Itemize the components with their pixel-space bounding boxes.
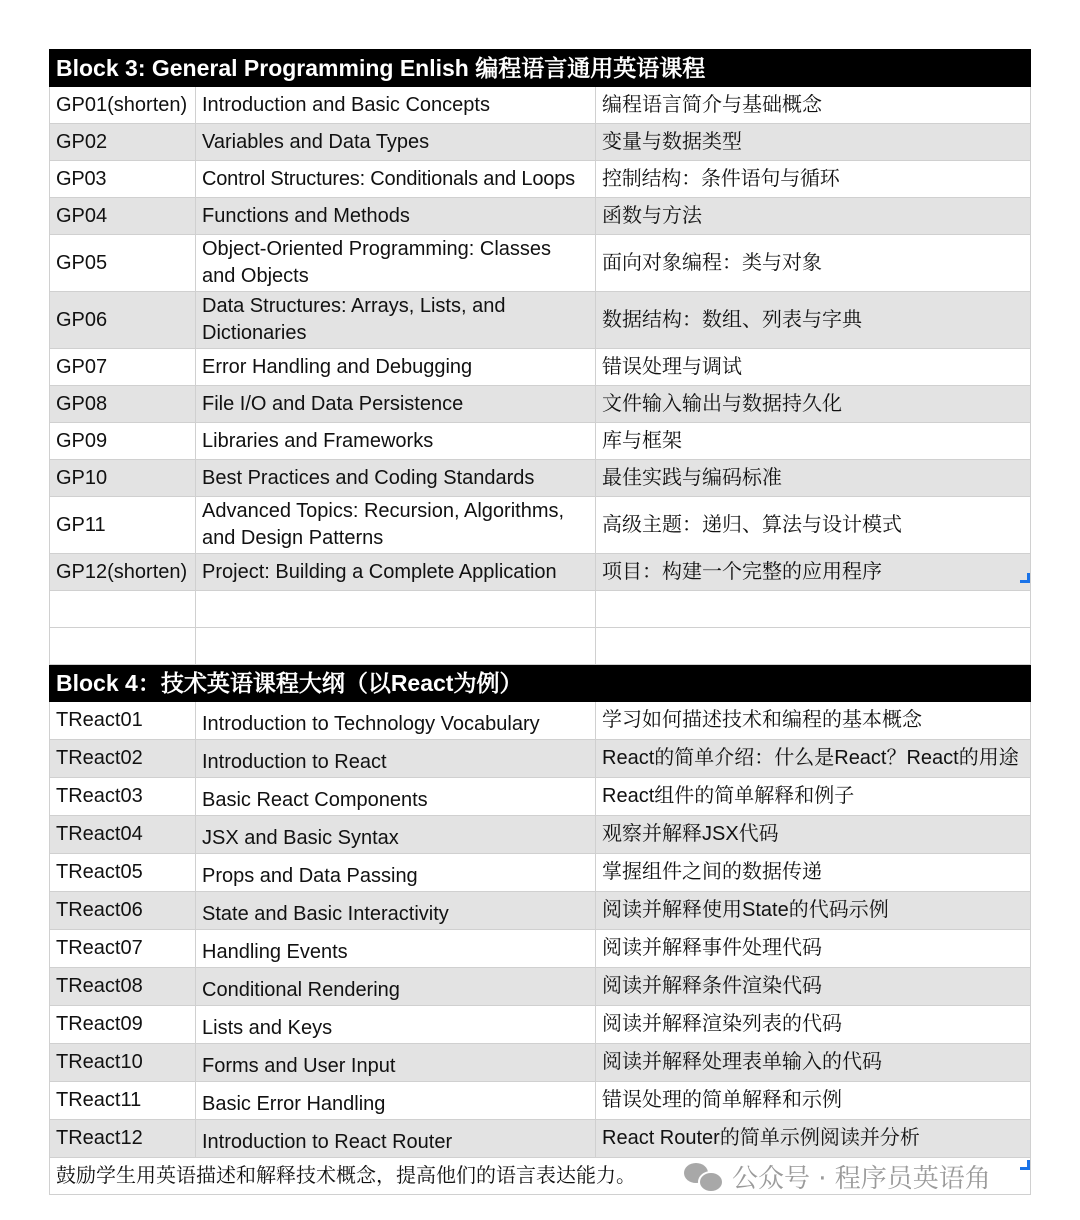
course-title-zh[interactable]: 文件输入输出与数据持久化 [596, 386, 1031, 423]
table-row [50, 460, 1031, 497]
course-title-en[interactable]: Introduction to Technology Vocabulary [196, 702, 596, 740]
course-title-en[interactable]: Best Practices and Coding Standards [196, 460, 596, 497]
table-row [50, 1082, 1031, 1120]
table-row [50, 349, 1031, 386]
course-code[interactable]: TReact07 [50, 930, 196, 968]
course-code[interactable]: GP08 [50, 386, 196, 423]
spreadsheet [49, 49, 1030, 1195]
wechat-icon [684, 1161, 722, 1191]
course-title-zh[interactable]: 阅读并解释渲染列表的代码 [596, 1006, 1031, 1044]
table-row [50, 87, 1031, 124]
course-title-zh[interactable]: 错误处理的简单解释和示例 [596, 1082, 1031, 1120]
block4-header-row [50, 665, 1031, 702]
course-title-en[interactable]: Functions and Methods [196, 198, 596, 235]
empty-row [50, 628, 1031, 665]
course-title-zh[interactable]: 掌握组件之间的数据传递 [596, 854, 1031, 892]
course-title-en[interactable]: JSX and Basic Syntax [196, 816, 596, 854]
course-title-zh[interactable]: 阅读并解释处理表单输入的代码 [596, 1044, 1031, 1082]
block3-header-row [50, 50, 1031, 87]
table-row [50, 854, 1031, 892]
block3-header[interactable]: Block 3: General Programming Enlish 编程语言通用英语课程 [50, 50, 1031, 87]
course-title-zh[interactable]: 高级主题：递归、算法与设计模式 [596, 497, 1031, 554]
course-code[interactable]: TReact01 [50, 702, 196, 740]
table-row [50, 740, 1031, 778]
table-row [50, 423, 1031, 460]
course-title-zh[interactable]: 数据结构：数组、列表与字典 [596, 292, 1031, 349]
course-title-en[interactable]: Advanced Topics: Recursion, Algorithms, and Design Patterns [196, 497, 596, 554]
table-row [50, 1120, 1031, 1158]
course-title-zh[interactable]: 阅读并解释条件渲染代码 [596, 968, 1031, 1006]
course-table [49, 49, 1031, 1195]
table-row [50, 816, 1031, 854]
selection-handle-icon[interactable] [1020, 573, 1030, 583]
course-title-zh[interactable]: 阅读并解释使用State的代码示例 [596, 892, 1031, 930]
course-code[interactable]: TReact09 [50, 1006, 196, 1044]
course-code[interactable]: TReact02 [50, 740, 196, 778]
course-title-zh[interactable]: 观察并解释JSX代码 [596, 816, 1031, 854]
table-row [50, 124, 1031, 161]
table-row [50, 1006, 1031, 1044]
course-title-en[interactable]: Basic Error Handling [196, 1082, 596, 1120]
course-title-en[interactable]: Libraries and Frameworks [196, 423, 596, 460]
course-title-zh[interactable]: 最佳实践与编码标准 [596, 460, 1031, 497]
course-title-en[interactable]: Introduction to React [196, 740, 596, 778]
course-title-en[interactable]: Error Handling and Debugging [196, 349, 596, 386]
course-code[interactable]: GP01(shorten) [50, 87, 196, 124]
course-title-en[interactable]: Basic React Components [196, 778, 596, 816]
course-title-zh[interactable]: 错误处理与调试 [596, 349, 1031, 386]
table-row [50, 554, 1031, 591]
course-title-en[interactable]: State and Basic Interactivity [196, 892, 596, 930]
course-title-en[interactable]: Props and Data Passing [196, 854, 596, 892]
course-title-zh[interactable]: 函数与方法 [596, 198, 1031, 235]
course-code[interactable]: GP04 [50, 198, 196, 235]
course-code[interactable]: GP05 [50, 235, 196, 292]
table-row [50, 892, 1031, 930]
course-code[interactable]: TReact06 [50, 892, 196, 930]
course-title-zh[interactable]: 阅读并解释事件处理代码 [596, 930, 1031, 968]
empty-cell[interactable] [50, 628, 196, 665]
course-code[interactable]: GP02 [50, 124, 196, 161]
course-code[interactable]: GP11 [50, 497, 196, 554]
course-code[interactable]: GP03 [50, 161, 196, 198]
course-title-en[interactable]: Variables and Data Types [196, 124, 596, 161]
empty-cell[interactable] [596, 628, 1031, 665]
footer-note[interactable]: 鼓励学生用英语描述和解释技术概念，提高他们的语言表达能力。 [50, 1158, 1031, 1195]
table-row [50, 161, 1031, 198]
empty-cell[interactable] [50, 591, 196, 628]
table-row [50, 1044, 1031, 1082]
course-title-zh[interactable]: 项目：构建一个完整的应用程序 [596, 554, 1031, 591]
table-row [50, 968, 1031, 1006]
course-code[interactable]: TReact05 [50, 854, 196, 892]
table-row [50, 386, 1031, 423]
empty-cell[interactable] [596, 591, 1031, 628]
table-row [50, 292, 1031, 349]
empty-cell[interactable] [196, 628, 596, 665]
selection-handle-icon[interactable] [1020, 1160, 1030, 1170]
course-code[interactable]: TReact08 [50, 968, 196, 1006]
course-title-zh[interactable]: 库与框架 [596, 423, 1031, 460]
watermark-text: 公众号 · 程序员英语角 [732, 1163, 991, 1194]
table-row [50, 778, 1031, 816]
course-title-en[interactable]: Object-Oriented Programming: Classes and Objects [196, 235, 596, 292]
course-title-zh[interactable]: React的简单介绍：什么是React？React的用途 [596, 740, 1031, 778]
table-row [50, 702, 1031, 740]
course-title-en[interactable]: Introduction and Basic Concepts [196, 87, 596, 124]
course-title-en[interactable]: Forms and User Input [196, 1044, 596, 1082]
course-title-en[interactable]: Conditional Rendering [196, 968, 596, 1006]
table-row [50, 497, 1031, 554]
course-code[interactable]: TReact12 [50, 1120, 196, 1158]
course-title-zh[interactable]: 学习如何描述技术和编程的基本概念 [596, 702, 1031, 740]
course-title-en[interactable]: Lists and Keys [196, 1006, 596, 1044]
empty-row [50, 591, 1031, 628]
course-title-en[interactable]: Project: Building a Complete Application [196, 554, 596, 591]
empty-cell[interactable] [196, 591, 596, 628]
course-code[interactable]: TReact10 [50, 1044, 196, 1082]
course-title-zh[interactable]: 控制结构：条件语句与循环 [596, 161, 1031, 198]
course-code[interactable]: GP06 [50, 292, 196, 349]
course-code[interactable]: GP10 [50, 460, 196, 497]
course-code[interactable]: TReact11 [50, 1082, 196, 1120]
course-title-zh[interactable]: React Router的简单示例阅读并分析 [596, 1120, 1031, 1158]
course-title-zh[interactable]: React组件的简单解释和例子 [596, 778, 1031, 816]
table-row [50, 235, 1031, 292]
course-title-en[interactable]: Control Structures: Conditionals and Loops [196, 161, 596, 198]
table-row [50, 930, 1031, 968]
course-title-zh[interactable]: 变量与数据类型 [596, 124, 1031, 161]
course-code[interactable]: GP12(shorten) [50, 554, 196, 591]
course-title-en[interactable]: Introduction to React Router [196, 1120, 596, 1158]
course-title-zh[interactable]: 面向对象编程：类与对象 [596, 235, 1031, 292]
course-title-en[interactable]: Data Structures: Arrays, Lists, and Dictionaries [196, 292, 596, 349]
course-title-zh[interactable]: 编程语言简介与基础概念 [596, 87, 1031, 124]
course-code[interactable]: TReact04 [50, 816, 196, 854]
course-title-en[interactable]: File I/O and Data Persistence [196, 386, 596, 423]
block4-header[interactable]: Block 4：技术英语课程大纲（以React为例） [50, 665, 1031, 702]
table-row [50, 198, 1031, 235]
course-title-en[interactable]: Handling Events [196, 930, 596, 968]
watermark [684, 1158, 991, 1194]
course-code[interactable]: TReact03 [50, 778, 196, 816]
course-code[interactable]: GP07 [50, 349, 196, 386]
course-code[interactable]: GP09 [50, 423, 196, 460]
